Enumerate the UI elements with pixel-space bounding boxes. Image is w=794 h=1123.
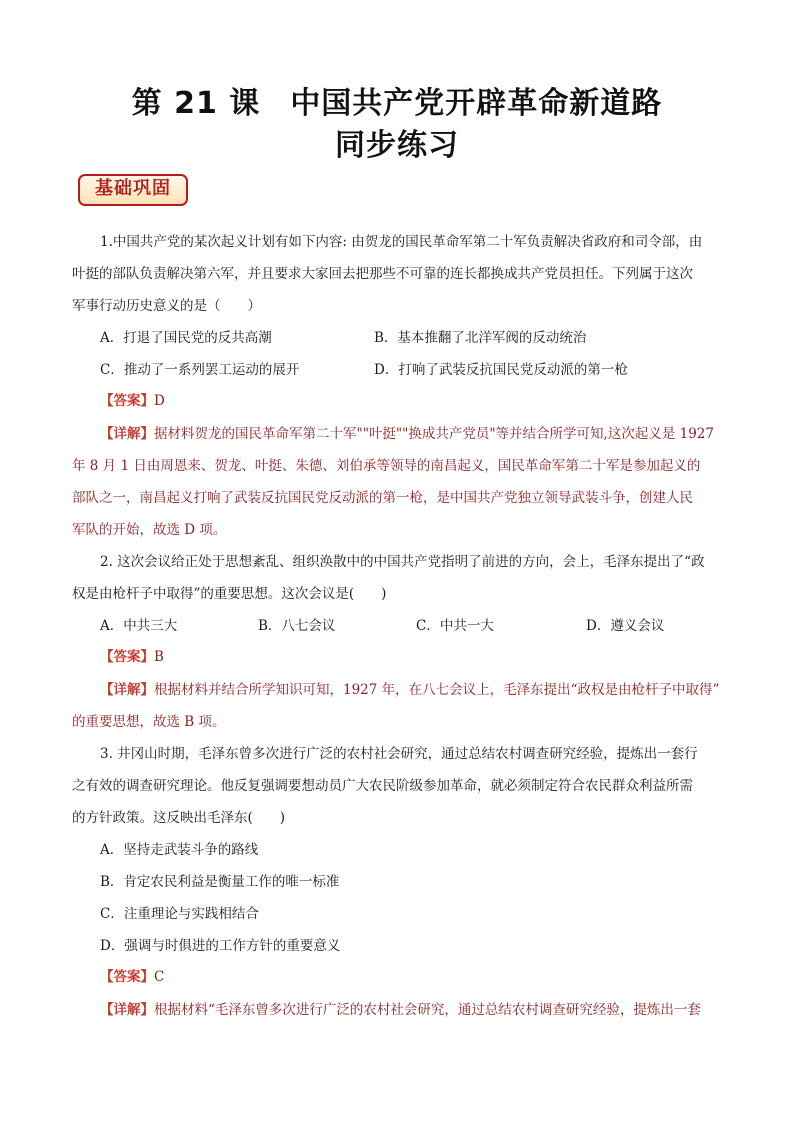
q2-option-b: B．八七会议 bbox=[258, 618, 336, 634]
q3-answer: 【答案】C bbox=[100, 969, 165, 985]
q1-explain-2: 年 8 月 1 日由周恩来、贺龙、叶挺、朱德、刘伯承等领导的南昌起义，国民革命军第二十军是参加起义的 bbox=[72, 458, 701, 474]
q1-option-d: D．打响了武装反抗国民党反动派的第一枪 bbox=[374, 362, 628, 378]
q2-line-2: 权是由枪杆子中取得”的重要思想。这次会议是( ) bbox=[72, 586, 387, 602]
q2-explain-1: 【详解】根据材料并结合所学知识可知，1927 年，在八七会议上，毛泽东提出“政权是由枪杆子中取得” bbox=[100, 682, 720, 698]
answer-value: D bbox=[154, 393, 165, 409]
section-badge-label: 基础巩固 bbox=[95, 178, 171, 199]
q3-option-a: A．坚持走武装斗争的路线 bbox=[100, 842, 259, 858]
q2-option-a: A．中共三大 bbox=[100, 618, 178, 634]
q3-line-2: 之有效的调查研究理论。他反复强调要想动员广大农民阶级参加革命，就必须制定符合农民群众利益所需 bbox=[72, 778, 693, 794]
page-subtitle: 同步练习 bbox=[335, 128, 459, 163]
q3-option-b: B．肯定农民利益是衡量工作的唯一标准 bbox=[100, 874, 340, 890]
section-badge bbox=[78, 170, 190, 208]
answer-tag: 【答案】 bbox=[100, 393, 154, 409]
q3-option-c: C．注重理论与实践相结合 bbox=[100, 906, 259, 922]
q2-option-d: D．遵义会议 bbox=[586, 618, 665, 634]
q3-line-3: 的方针政策。这反映出毛泽东( ) bbox=[72, 810, 286, 826]
lesson-topic: 中国共产党开辟革命新道路 bbox=[290, 86, 663, 121]
q1-option-b: B．基本推翻了北洋军阀的反动统治 bbox=[374, 330, 587, 346]
lesson-number: 第 21 课 bbox=[131, 86, 261, 121]
q3-explain-1: 【详解】根据材料“毛泽东曾多次进行广泛的农村社会研究，通过总结农村调查研究经验，提炼出一套 bbox=[100, 1002, 701, 1018]
q1-option-a: A．打退了国民党的反共高潮 bbox=[100, 330, 272, 346]
q1-option-c: C．推动了一系列罢工运动的展开 bbox=[100, 362, 300, 378]
q3-line-1: 3. 井冈山时期，毛泽东曾多次进行广泛的农村社会研究，通过总结农村调查研究经验，提炼出一套行 bbox=[100, 746, 698, 762]
q1-line-2: 叶挺的部队负责解决第六军，并且要求大家回去把那些不可靠的连长都换成共产党员担任。下列属于这次 bbox=[72, 266, 693, 282]
q2-option-c: C．中共一大 bbox=[416, 618, 494, 634]
q1-explain-4: 军队的开始，故选 D 项。 bbox=[72, 522, 227, 538]
q3-option-d: D．强调与时俱进的工作方针的重要意义 bbox=[100, 938, 341, 954]
q1-explain-3: 部队之一，南昌起义打响了武装反抗国民党反动派的第一枪，是中国共产党独立领导武装斗争，创建人民 bbox=[72, 490, 693, 506]
q2-explain-2: 的重要思想，故选 B 项。 bbox=[72, 714, 226, 730]
page-title bbox=[0, 78, 794, 122]
q1-line-1: 1.中国共产党的某次起义计划有如下内容: 由贺龙的国民革命军第二十军负责解决省政府和司令部，由 bbox=[100, 234, 703, 250]
q1-line-3: 军事行动历史意义的是（ ） bbox=[72, 298, 261, 314]
q2-answer: 【答案】B bbox=[100, 649, 164, 665]
explain-tag: 【详解】 bbox=[100, 426, 154, 442]
q2-line-1: 2. 这次会议给正处于思想紊乱、组织涣散中的中国共产党指明了前进的方向，会上，毛泽东提出了“政 bbox=[100, 554, 705, 570]
q1-answer bbox=[100, 389, 165, 409]
q1-explain-1: 【详解】据材料贺龙的国民革命军第二十军""叶挺""换成共产党员"等并结合所学可知,这次起义是 1927 bbox=[100, 426, 714, 442]
